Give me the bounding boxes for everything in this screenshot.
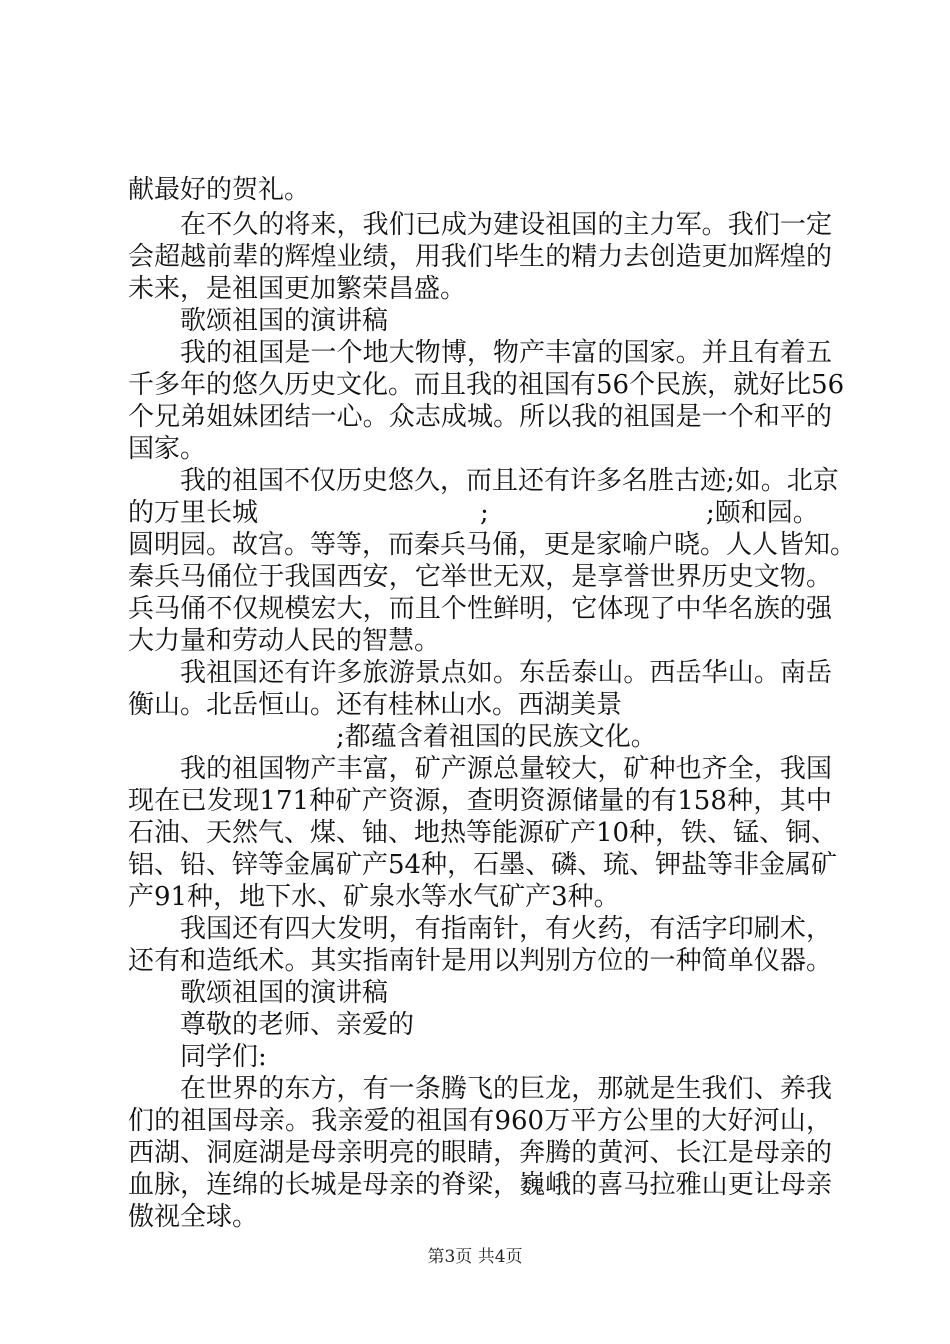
text-line: 个兄弟姐妹团结一心。众志成城。所以我的祖国是一个和平的 (128, 402, 832, 432)
text-line: 会超越前辈的辉煌业绩，用我们毕生的精力去创造更加辉煌的 (128, 242, 832, 272)
text-line: 兵马俑不仅规模宏大，而且个性鲜明，它体现了中华名族的强 (128, 594, 832, 624)
text-fragment: ;都蕴含着祖国的民族文化。 (336, 722, 657, 752)
text-fragment: ;颐和园。 (706, 498, 819, 528)
text-line: 们的祖国母亲。我亲爱的祖国有960万平方公里的大好河山， (128, 1106, 832, 1136)
text-line: 献最好的贺礼。 (128, 175, 311, 205)
text-line: 大力量和劳动人民的智慧。 (128, 626, 441, 656)
text-line: 千多年的悠久历史文化。而且我的祖国有56个民族，就好比56 (128, 370, 845, 400)
text-line: 我国还有四大发明，有指南针，有火药，有活字印刷术， (180, 914, 832, 944)
text-line: 血脉，连绵的长城是母亲的脊梁，巍峨的喜马拉雅山更让母亲 (128, 1170, 832, 1200)
text-line: 我的祖国物产丰富，矿产源总量较大，矿种也齐全，我国 (180, 754, 832, 784)
text-line: 石油、天然气、煤、铀、地热等能源矿产10种，铁、锰、铜、 (128, 818, 838, 848)
text-line: 尊敬的老师、亲爱的 (180, 1010, 415, 1040)
text-line: 圆明园。故宫。等等，而秦兵马俑，更是家喻户晓。人人皆知。 (128, 530, 857, 560)
text-line: 未来，是祖国更加繁荣昌盛。 (128, 274, 467, 304)
text-line: 傲视全球。 (128, 1202, 259, 1232)
section-heading: 歌颂祖国的演讲稿 (180, 978, 389, 1008)
text-line: 同学们: (180, 1042, 267, 1072)
section-heading: 歌颂祖国的演讲稿 (180, 306, 389, 336)
text-line: 在不久的将来，我们已成为建设祖国的主力军。我们一定 (180, 210, 832, 240)
text-line: 国家。 (128, 434, 207, 464)
text-line: 秦兵马俑位于我国西安，它举世无双，是享誉世界历史文物。 (128, 562, 832, 592)
text-line: 现在已发现171种矿产资源，查明资源储量的有158种，其中 (128, 786, 832, 816)
text-fragment: 的万里长城 (128, 498, 259, 528)
text-line: 我的祖国不仅历史悠久，而且还有许多名胜古迹;如。北京 (180, 466, 839, 496)
text-line: 产91种，地下水、矿泉水等水气矿产3种。 (128, 882, 620, 912)
text-line: 还有和造纸术。其实指南针是用以判别方位的一种简单仪器。 (128, 946, 832, 976)
text-fragment: ; (480, 498, 489, 528)
text-line: 衡山。北岳恒山。还有桂林山水。西湖美景 (128, 690, 623, 720)
text-line: 我的祖国是一个地大物博，物产丰富的国家。并且有着五 (180, 338, 832, 368)
text-line: 西湖、洞庭湖是母亲明亮的眼睛，奔腾的黄河、长江是母亲的 (128, 1138, 832, 1168)
text-line: 在世界的东方，有一条腾飞的巨龙，那就是生我们、养我 (180, 1074, 832, 1104)
page-footer: 第3页 共4页 (427, 1247, 523, 1267)
text-line: 铝、铅、锌等金属矿产54种，石墨、磷、琉、钾盐等非金属矿 (128, 850, 838, 880)
text-line: 我祖国还有许多旅游景点如。东岳泰山。西岳华山。南岳 (180, 658, 832, 688)
